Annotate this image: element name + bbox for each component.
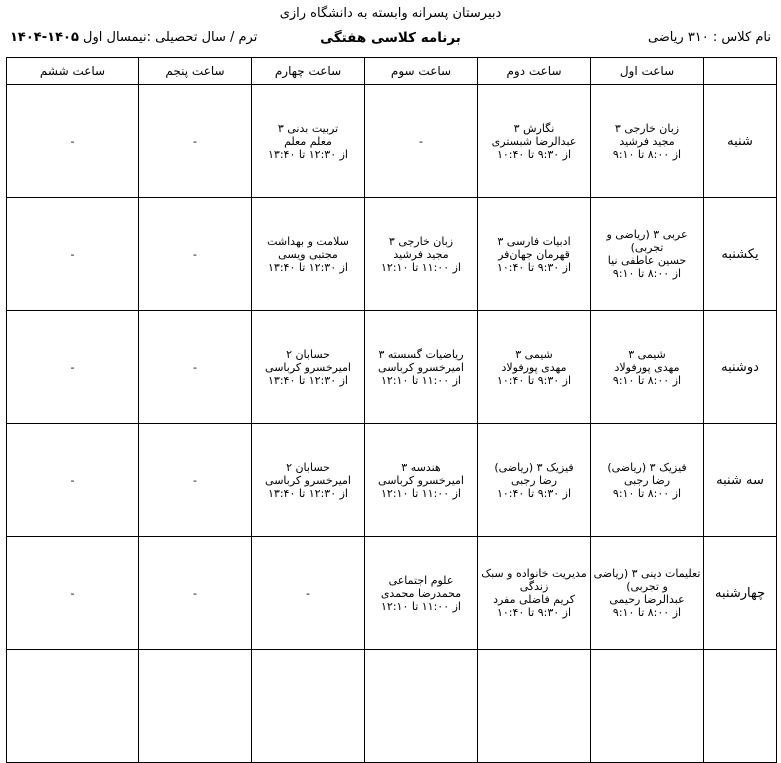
schedule-cell: [139, 311, 252, 424]
empty-slot: -: [419, 134, 423, 148]
teacher-name: قهرمان جهان‌فر: [498, 247, 570, 261]
schedule-cell: [365, 650, 478, 763]
course-name: زبان خارجی ۳: [614, 121, 680, 135]
empty-slot: -: [70, 473, 75, 487]
empty-slot: -: [193, 360, 197, 374]
empty-slot: -: [70, 134, 75, 148]
time-range: از ۹:۳۰ تا ۱۰:۴۰: [496, 260, 572, 274]
time-range: از ۱۱:۰۰ تا ۱۲:۱۰: [381, 486, 461, 500]
table-row: [7, 198, 777, 311]
schedule-cell: [365, 424, 478, 537]
time-range: از ۹:۳۰ تا ۱۰:۴۰: [496, 486, 572, 500]
teacher-name: امیرخسرو کرباسی: [265, 360, 351, 374]
course-name: مدیریت خانواده و سبک زندگی: [481, 567, 587, 593]
schedule-cell: [365, 198, 478, 311]
empty-slot: -: [306, 586, 310, 600]
course-name: ادبیات فارسی ۳: [497, 234, 571, 248]
empty-slot: -: [193, 586, 197, 600]
table-row: [7, 85, 777, 198]
period-header: ساعت سوم: [365, 58, 478, 85]
course-name: شیمی ۳: [628, 347, 666, 361]
empty-slot: -: [193, 247, 197, 261]
empty-slot: -: [70, 360, 75, 374]
teacher-name: امیرخسرو کرباسی: [378, 360, 464, 374]
time-range: از ۸:۰۰ تا ۹:۱۰: [612, 606, 682, 619]
schedule-cell: [478, 311, 591, 424]
course-name: عربی ۳ (ریاضی و تجربی): [606, 228, 688, 254]
schedule-cell: [478, 85, 591, 198]
schedule-cell: [252, 311, 365, 424]
course-name: زبان خارجی ۳: [388, 234, 454, 248]
day-cell: شنبه: [704, 85, 777, 198]
teacher-name: کریم فاضلی مفرد: [493, 593, 575, 606]
teacher-name: مهدی پورفولاد: [501, 360, 567, 374]
teacher-name: معلم معلم: [284, 134, 332, 148]
schedule-body: [7, 85, 777, 763]
time-range: از ۱۱:۰۰ تا ۱۲:۱۰: [381, 599, 461, 613]
class-name-label: نام کلاس : ۳۱۰ ریاضی: [647, 30, 771, 45]
term-label: ترم / سال تحصیلی :نیمسال اول: [83, 30, 258, 45]
day-cell: دوشنبه: [704, 311, 777, 424]
term-info: [10, 30, 257, 45]
teacher-name: مهدی پورفولاد: [614, 360, 680, 374]
schedule-cell: [704, 650, 777, 763]
course-name: شیمی ۳: [515, 347, 553, 361]
schedule-cell: [139, 650, 252, 763]
weekly-schedule-table: [6, 57, 777, 763]
teacher-name: مجتبی ویسی: [278, 247, 338, 261]
period-header: ساعت اول: [591, 58, 704, 85]
teacher-name: امیرخسرو کرباسی: [378, 473, 464, 487]
schedule-cell: [478, 650, 591, 763]
schedule-cell: [7, 198, 139, 311]
teacher-name: رضا رجبی: [510, 473, 558, 487]
schedule-cell: [365, 537, 478, 650]
course-name: ریاضیات گسسته ۳: [378, 347, 464, 361]
schedule-cell: [591, 198, 704, 311]
schedule-cell: [478, 537, 591, 650]
time-range: از ۱۲:۳۰ تا ۱۳:۴۰: [268, 260, 348, 274]
time-range: از ۸:۰۰ تا ۹:۱۰: [612, 267, 682, 280]
schedule-cell: [7, 537, 139, 650]
schedule-cell: [478, 198, 591, 311]
course-name: فیزیک ۳ (ریاضی): [607, 460, 687, 474]
teacher-name: رضا رجبی: [623, 473, 671, 487]
teacher-name: محمدرضا محمدی: [380, 586, 462, 600]
empty-slot: -: [193, 473, 197, 487]
course-name: سلامت و بهداشت: [267, 234, 349, 248]
time-range: از ۱۱:۰۰ تا ۱۲:۱۰: [381, 373, 461, 387]
course-name: تربیت بدنی ۳: [277, 121, 339, 135]
table-row: [7, 424, 777, 537]
teacher-name: عبدالرضا رحیمی: [609, 593, 685, 606]
schedule-cell: [139, 85, 252, 198]
document-header: [0, 30, 781, 50]
course-name: حسابان ۲: [286, 460, 330, 474]
schedule-cell: [252, 537, 365, 650]
schedule-cell: [7, 650, 139, 763]
day-cell: سه شنبه: [704, 424, 777, 537]
term-year: ۱۴۰۵-۱۴۰۴: [10, 30, 79, 45]
course-name: تعلیمات دینی ۳ (ریاضی و تجربی): [593, 567, 701, 593]
time-range: از ۱۲:۳۰ تا ۱۳:۴۰: [268, 373, 348, 387]
schedule-cell: [252, 424, 365, 537]
schedule-cell: [139, 198, 252, 311]
schedule-cell: [591, 537, 704, 650]
period-header: ساعت پنجم: [139, 58, 252, 85]
period-header: ساعت چهارم: [252, 58, 365, 85]
time-range: از ۸:۰۰ تا ۹:۱۰: [612, 147, 682, 161]
schedule-cell: [591, 85, 704, 198]
time-range: از ۹:۳۰ تا ۱۰:۴۰: [496, 147, 572, 161]
course-name: فیزیک ۳ (ریاضی): [494, 460, 574, 474]
schedule-cell: [139, 537, 252, 650]
course-name: هندسه ۳: [401, 460, 441, 474]
schedule-cell: [7, 311, 139, 424]
teacher-name: امیرخسرو کرباسی: [265, 473, 351, 487]
corner-header-cell: [704, 58, 777, 85]
course-name: نگارش ۳: [513, 121, 555, 135]
schedule-cell: [139, 424, 252, 537]
school-name: دبیرستان پسرانه وابسته به دانشگاه رازی: [279, 6, 502, 21]
table-row: [7, 311, 777, 424]
schedule-cell: [7, 424, 139, 537]
time-range: از ۱۲:۳۰ تا ۱۳:۴۰: [268, 486, 348, 500]
time-range: از ۸:۰۰ تا ۹:۱۰: [612, 486, 682, 500]
time-range: از ۱۱:۰۰ تا ۱۲:۱۰: [381, 260, 461, 274]
schedule-cell: [591, 311, 704, 424]
schedule-cell: [591, 650, 704, 763]
period-header-row: [7, 58, 777, 85]
document-title: برنامه کلاسی هفتگی: [320, 30, 461, 46]
course-name: حسابان ۲: [286, 347, 330, 361]
empty-slot: -: [70, 586, 75, 600]
time-range: از ۹:۳۰ تا ۱۰:۴۰: [496, 373, 572, 387]
empty-slot: -: [70, 247, 75, 261]
day-cell: چهارشنبه: [704, 537, 777, 650]
empty-slot: -: [193, 134, 197, 148]
schedule-cell: [365, 85, 478, 198]
teacher-name: مجید فرشید: [393, 247, 449, 261]
schedule-cell: [252, 85, 365, 198]
teacher-name: حسین عاطفی نیا: [607, 254, 687, 267]
period-header: ساعت دوم: [478, 58, 591, 85]
schedule-cell: [252, 650, 365, 763]
period-header: ساعت ششم: [7, 58, 139, 85]
schedule-cell: [252, 198, 365, 311]
table-row: [7, 537, 777, 650]
table-row-partial: [7, 650, 777, 763]
course-name: علوم اجتماعی: [388, 573, 454, 587]
teacher-name: عبدالرضا شبستری: [491, 134, 577, 148]
schedule-cell: [365, 311, 478, 424]
time-range: از ۱۲:۳۰ تا ۱۳:۴۰: [268, 147, 348, 161]
day-cell: یکشنبه: [704, 198, 777, 311]
schedule-cell: [7, 85, 139, 198]
time-range: از ۹:۳۰ تا ۱۰:۴۰: [496, 606, 572, 619]
schedule-cell: [591, 424, 704, 537]
schedule-cell: [478, 424, 591, 537]
time-range: از ۸:۰۰ تا ۹:۱۰: [612, 373, 682, 387]
teacher-name: مجید فرشید: [619, 134, 675, 148]
